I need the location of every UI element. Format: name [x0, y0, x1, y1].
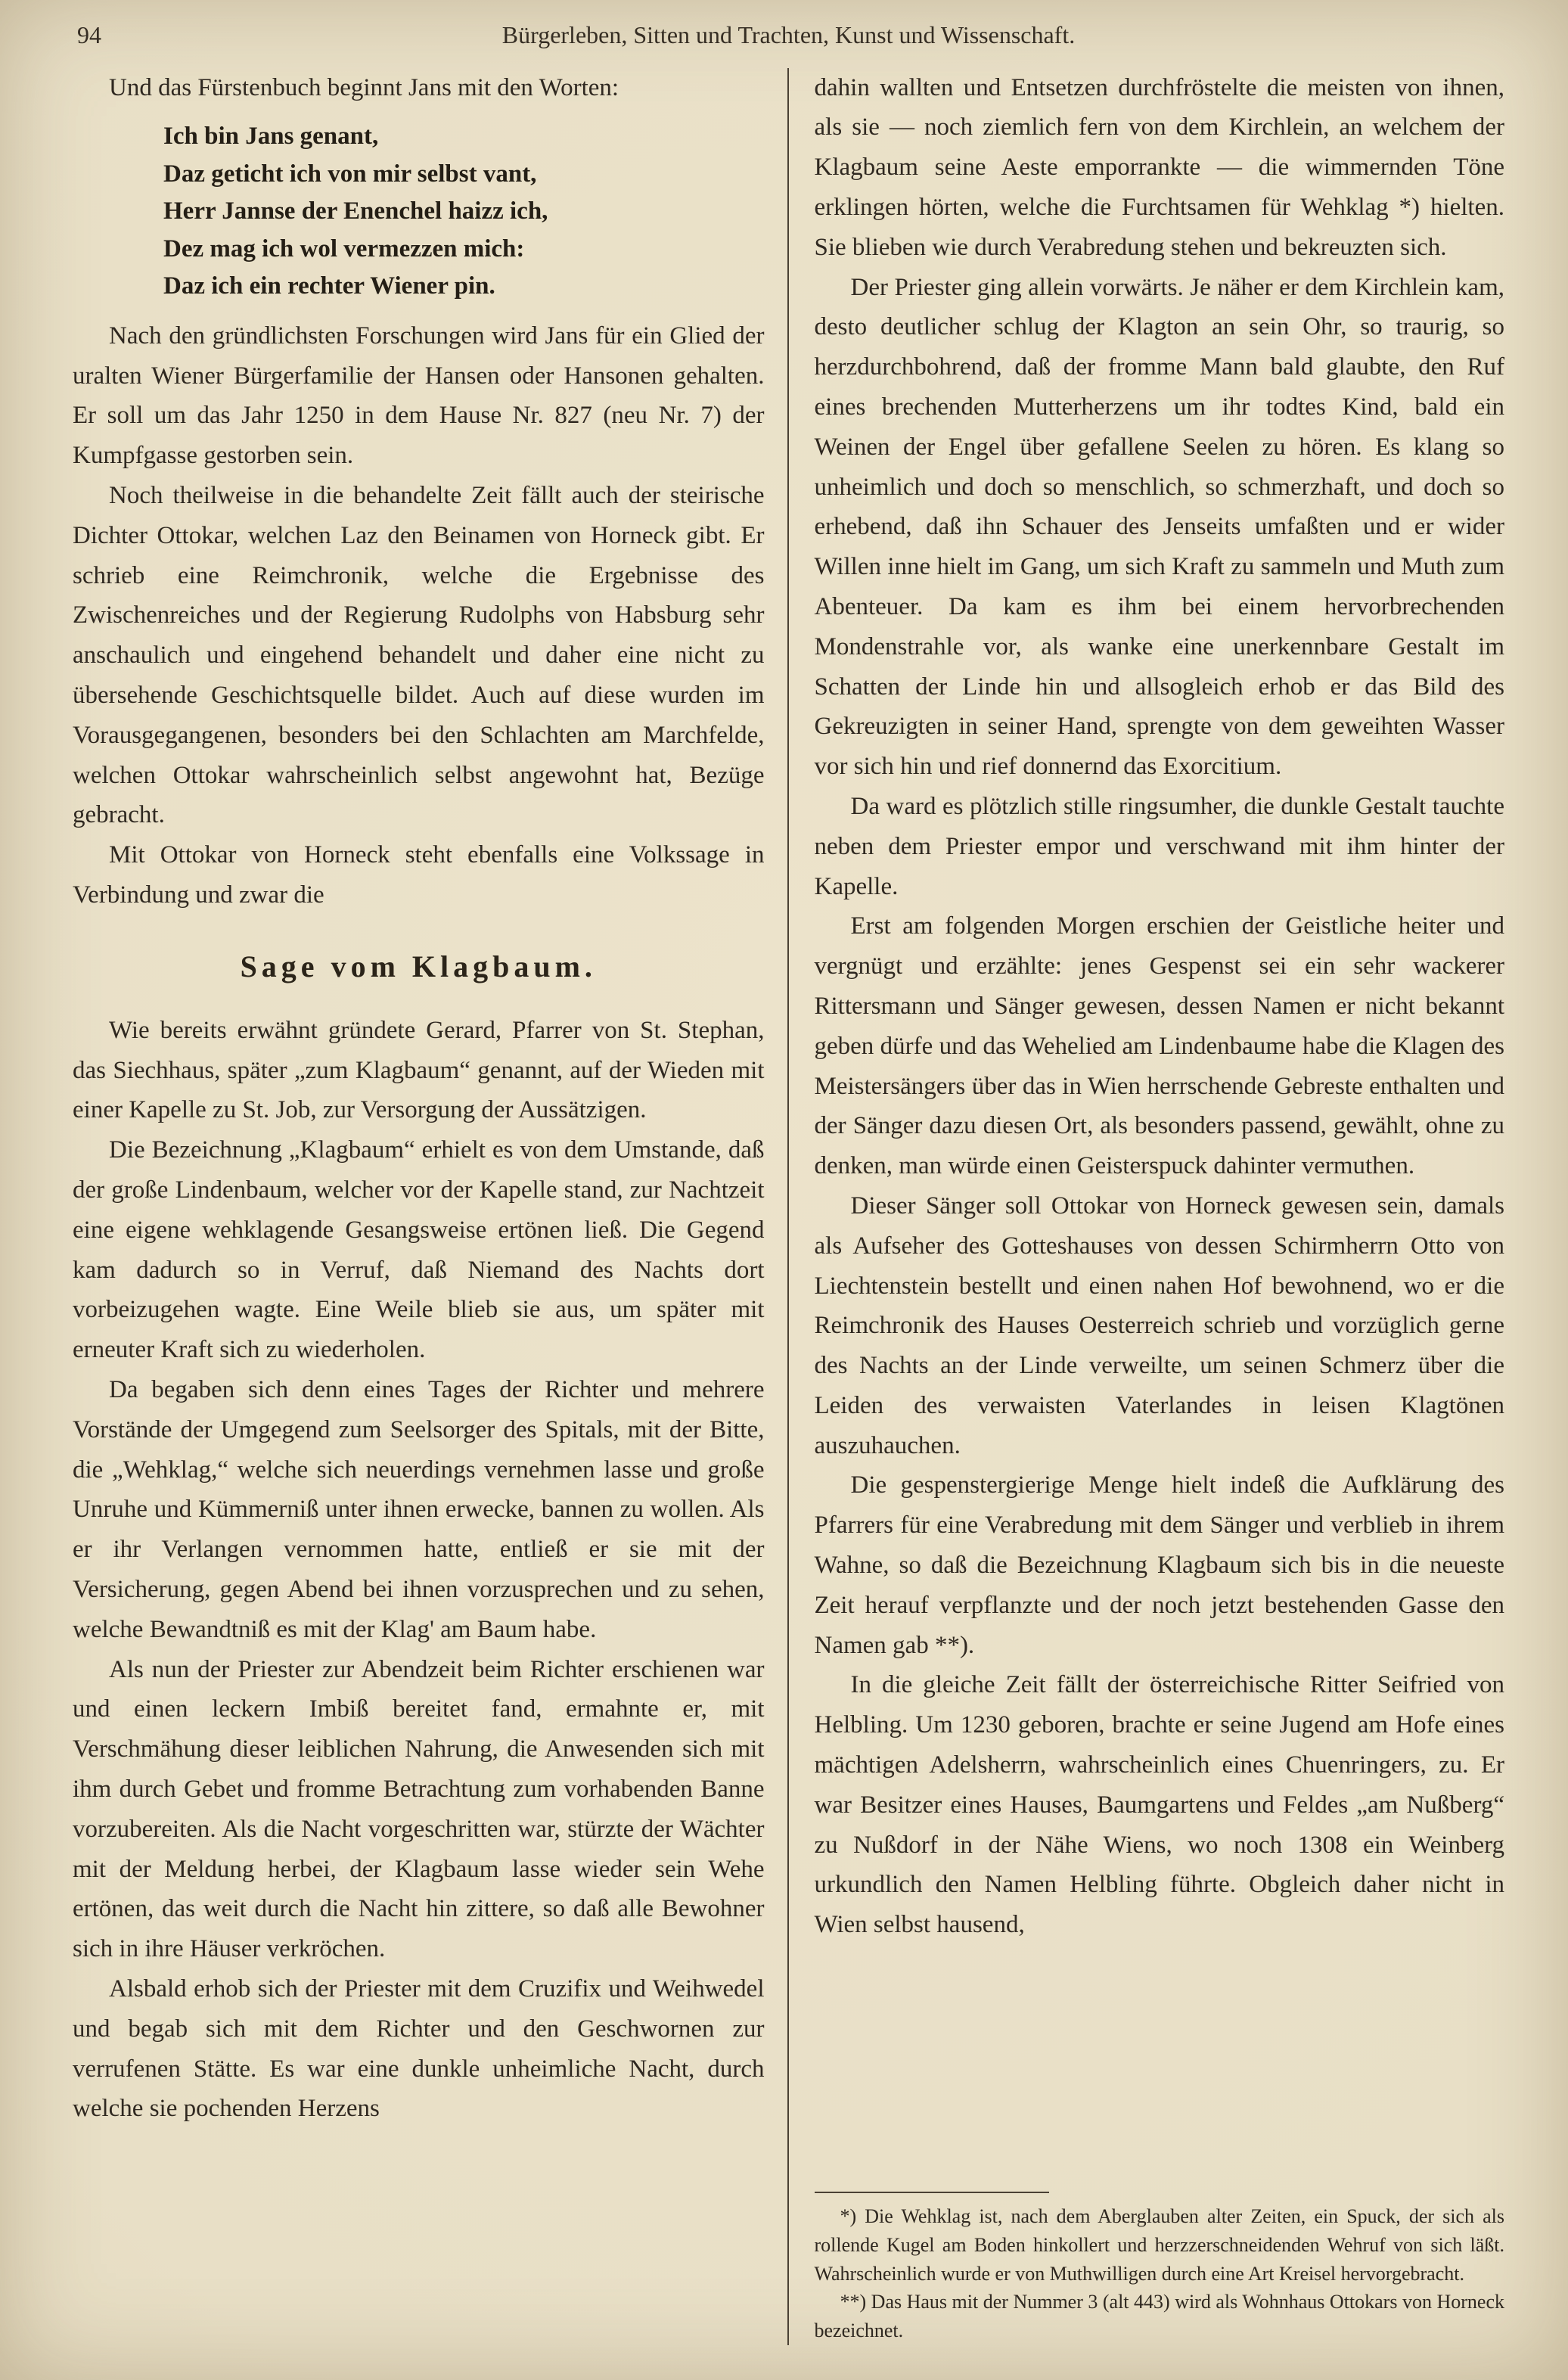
paragraph-priester-abendzeit: Als nun der Priester zur Abendzeit beim Richter erschienen war und einen leckern Imbiß bereitet fand, ermahnte er, mit Verschmähung dieser leiblichen Nahrung, die Anwesenden sich mit ihm durch Gebet und fromme Betrachtung zum vorhabenden Banne vorzubereiten. Als die Nacht vorgeschritten war, stürzte der Wächter mit der Meldung herbei, der Klagbaum lasse wieder sein Wehe ertönen, das weit durch die Nacht hin zittere, so daß alle Bewohner sich in ihre Häuser verkröchen.: [73, 1655, 765, 1963]
paragraph-alsbald-cruzifix: Alsbald erhob sich der Priester mit dem Cruzifix und Weihwedel und begab sich mit dem Richter und den Geschwornen zur verrufenen Stätte. Es war eine dunkle unheimliche Nacht, durch welche sie pochenden Herzens: [73, 1975, 765, 2123]
right-column: [789, 68, 1505, 2345]
poem-line-3: Herr Jannse der Enenchel haizz ich,: [163, 197, 548, 225]
page-number: 94: [77, 21, 101, 48]
footnotes: [815, 2173, 1505, 2344]
poem-fuerstenbuch: [163, 118, 765, 306]
text-columns: [73, 68, 1504, 2345]
paragraph-richter-bitte: Da begaben sich denn eines Tages der Richter und mehrere Vorstände der Umgegend zum Seelsorger des Spitals, mit der Bitte, die „Wehklag,“ welche sich neuerdings vernehmen lasse und große Unruhe und Kümmerniß unter ihnen erwecke, bannen zu wollen. Als er ihr Verlangen vernommen hatte, entließ er sie mit der Versicherung, gegen Abend bei ihnen vorzusprechen und zu sehen, welche Bewandtniß es mit der Klag' am Baum habe.: [73, 1376, 765, 1643]
paragraph-folgender-morgen: Erst am folgenden Morgen erschien der Geistliche heiter und vergnügt und erzählte: jenes Gespenst sei ein sehr wackerer Rittersmann und Sänger gewesen, dessen Namen er nicht bekannt geben dürfe und das Wehelied am Lindenbaume habe die Klagen des Meistersängers über das in Wien herrschende Gebreste enthalten und der Sänger dazu diesen Ort, als besonders passend, gewählt, ohne zu denken, man würde einen Geisterspuck dahinter vermuthen.: [814, 912, 1504, 1180]
left-column: [73, 68, 789, 2345]
page-header: [73, 20, 1504, 51]
poem-line-2: Daz geticht ich von mir selbst vant,: [163, 160, 537, 188]
running-title: Bürgerleben, Sitten und Trachten, Kunst und Wissenschaft.: [501, 21, 1076, 48]
paragraph-volkssage: Mit Ottokar von Horneck steht ebenfalls eine Volkssage in Verbindung und zwar die: [73, 841, 765, 909]
paragraph-fuerstenbuch-intro: Und das Fürstenbuch beginnt Jans mit den Worten:: [109, 73, 619, 101]
footnote-1: *) Die Wehklag ist, nach dem Aberglauben alter Zeiten, ein Spuck, der sich als rollende Kugel am Boden hinkollert und herzzerschneidenden Wehruf von sich läßt. Wahrscheinlich wurde er von Muthwilligen durch eine Art Kreisel hervorgebracht.: [814, 2205, 1504, 2285]
footnote-2: **) Das Haus mit der Nummer 3 (alt 443) wird als Wohnhaus Ottokars von Horneck bezeichnet.: [814, 2291, 1504, 2341]
paragraph-seifried-helbling: In die gleiche Zeit fällt der österreichische Ritter Seifried von Helbling. Um 1230 geboren, brachte er seine Jugend am Hofe eines mächtigen Adelsherrn, wahrscheinlich eines Chuenringers, zu. Er war Besitzer eines Hauses, Baumgartens und Feldes „am Nußberg“ zu Nußdorf in der Nähe Wiens, wo noch 1308 ein Weinberg urkundlich den Namen Helbling führte. Obgleich daher nicht in Wien selbst hausend,: [814, 1671, 1504, 1939]
paragraph-gespenstergierige-menge: Die gespenstergierige Menge hielt indeß die Aufklärung des Pfarrers für eine Verabredung mit dem Sänger und verblieb in ihrem Wahne, so daß die Bezeichnung Klagbaum sich bis in die neueste Zeit herauf verpflanzte und der noch jetzt bestehenden Gasse den Namen gab **).: [814, 1471, 1504, 1659]
paragraph-priester-vorwaerts: Der Priester ging allein vorwärts. Je näher er dem Kirchlein kam, desto deutlicher schlug der Klagton an sein Ohr, so traurig, so herzdurchbohrend, daß der fromme Mann bald glaubte, den Ruf eines brechenden Mutterherzens um ihr todtes Kind, bald ein Weinen der Engel über gefallene Seelen zu hören. Es klang so unheimlich und doch so menschlich, so schmerzhaft, und doch so erhebend, daß ihn Schauer des Jenseits umfaßten und er wider Willen inne hielt im Gang, um sich Kraft zu sammeln und Muth zum Abenteuer. Da kam es ihm bei einem hervorbrechenden Mondenstrahle vor, als wanke eine unerkennbare Gestalt im Schatten der Linde hin und allsogleich erhob er das Bild des Gekreuzigten in seiner Hand, sprengte von dem geweihten Wasser vor sich hin und rief donnernd das Exorcitium.: [814, 273, 1504, 781]
paragraph-forschungen: Nach den gründlichsten Forschungen wird Jans für ein Glied der uralten Wiener Bürgerfamilie der Hansen oder Hansonen gehalten. Er soll um das Jahr 1250 in dem Hause Nr. 827 (neu Nr. 7) der Kumpfgasse gestorben sein.: [73, 322, 765, 470]
poem-line-1: Ich bin Jans genant,: [163, 123, 379, 151]
section-heading-sage-vom-klagbaum: Sage vom Klagbaum.: [240, 949, 597, 983]
paragraph-ottokar-dichter: Noch theilweise in die behandelte Zeit fällt auch der steirische Dichter Ottokar, welchen Laz den Beinamen von Horneck gibt. Er schrieb eine Reimchronik, welche die Ergebnisse des Zwischenreiches und der Regierung Rudolphs von Habsburg sehr anschaulich und eingehend behandelt und daher eine nicht zu übersehende Geschichtsquelle bildet. Auch auf diese wurden im Vorausgegangenen, besonders bei den Schlachten am Marchfelde, welchen Ottokar wahrscheinlich selbst angewohnt hat, Bezüge gebracht.: [73, 482, 765, 829]
paragraph-stille-ringsumher: Da ward es plötzlich stille ringsumher, die dunkle Gestalt tauchte neben dem Priester empor und verschwand mit ihm hinter der Kapelle.: [814, 792, 1504, 900]
poem-line-5: Daz ich ein rechter Wiener pin.: [163, 272, 495, 300]
paragraph-dieser-saenger: Dieser Sänger soll Ottokar von Horneck gewesen sein, damals als Aufseher des Gotteshauses von dessen Schirmherrn Otto von Liechtenstein bestellt und einen nahen Hof bewohnend, wo er die Reimchronik des Hauses Oesterreich schrieb und vorzüglich gerne des Nachts an der Linde verweilte, um seinen Schmerz über die Leiden des verwaisten Vaterlandes in leisen Klagtönen auszuhauchen.: [814, 1192, 1504, 1459]
footnote-separator: [815, 2192, 1049, 2193]
poem-line-4: Dez mag ich wol vermezzen mich:: [163, 235, 525, 263]
paragraph-gerard-siechhaus: Wie bereits erwähnt gründete Gerard, Pfarrer von St. Stephan, das Siechhaus, später „zum Klagbaum“ genannt, auf der Wieden mit einer Kapelle zu St. Job, zur Versorgung der Aussätzigen.: [73, 1016, 765, 1124]
paragraph-bezeichnung-klagbaum: Die Bezeichnung „Klagbaum“ erhielt es von dem Umstande, daß der große Lindenbaum, welcher vor der Kapelle stand, zur Nachtzeit eine eigene wehklagende Gesangsweise ertönen ließ. Die Gegend kam dadurch so in Verruf, daß Niemand des Nachts dort vorbeizugehen wagte. Eine Weile blieb sie aus, um später mit erneuter Kraft sich zu wiederholen.: [73, 1136, 765, 1364]
paragraph-dahin-wallten: dahin wallten und Entsetzen durchfröstelte die meisten von ihnen, als sie — noch ziemlich fern von dem Kirchlein, an welchem der Klagbaum seine Aeste emporrankte — die wimmernden Töne erklingen hörten, welche die Furchtsamen für Wehklag *) hielten. Sie blieben wie durch Verabredung stehen und bekreuzten sich.: [814, 73, 1504, 261]
